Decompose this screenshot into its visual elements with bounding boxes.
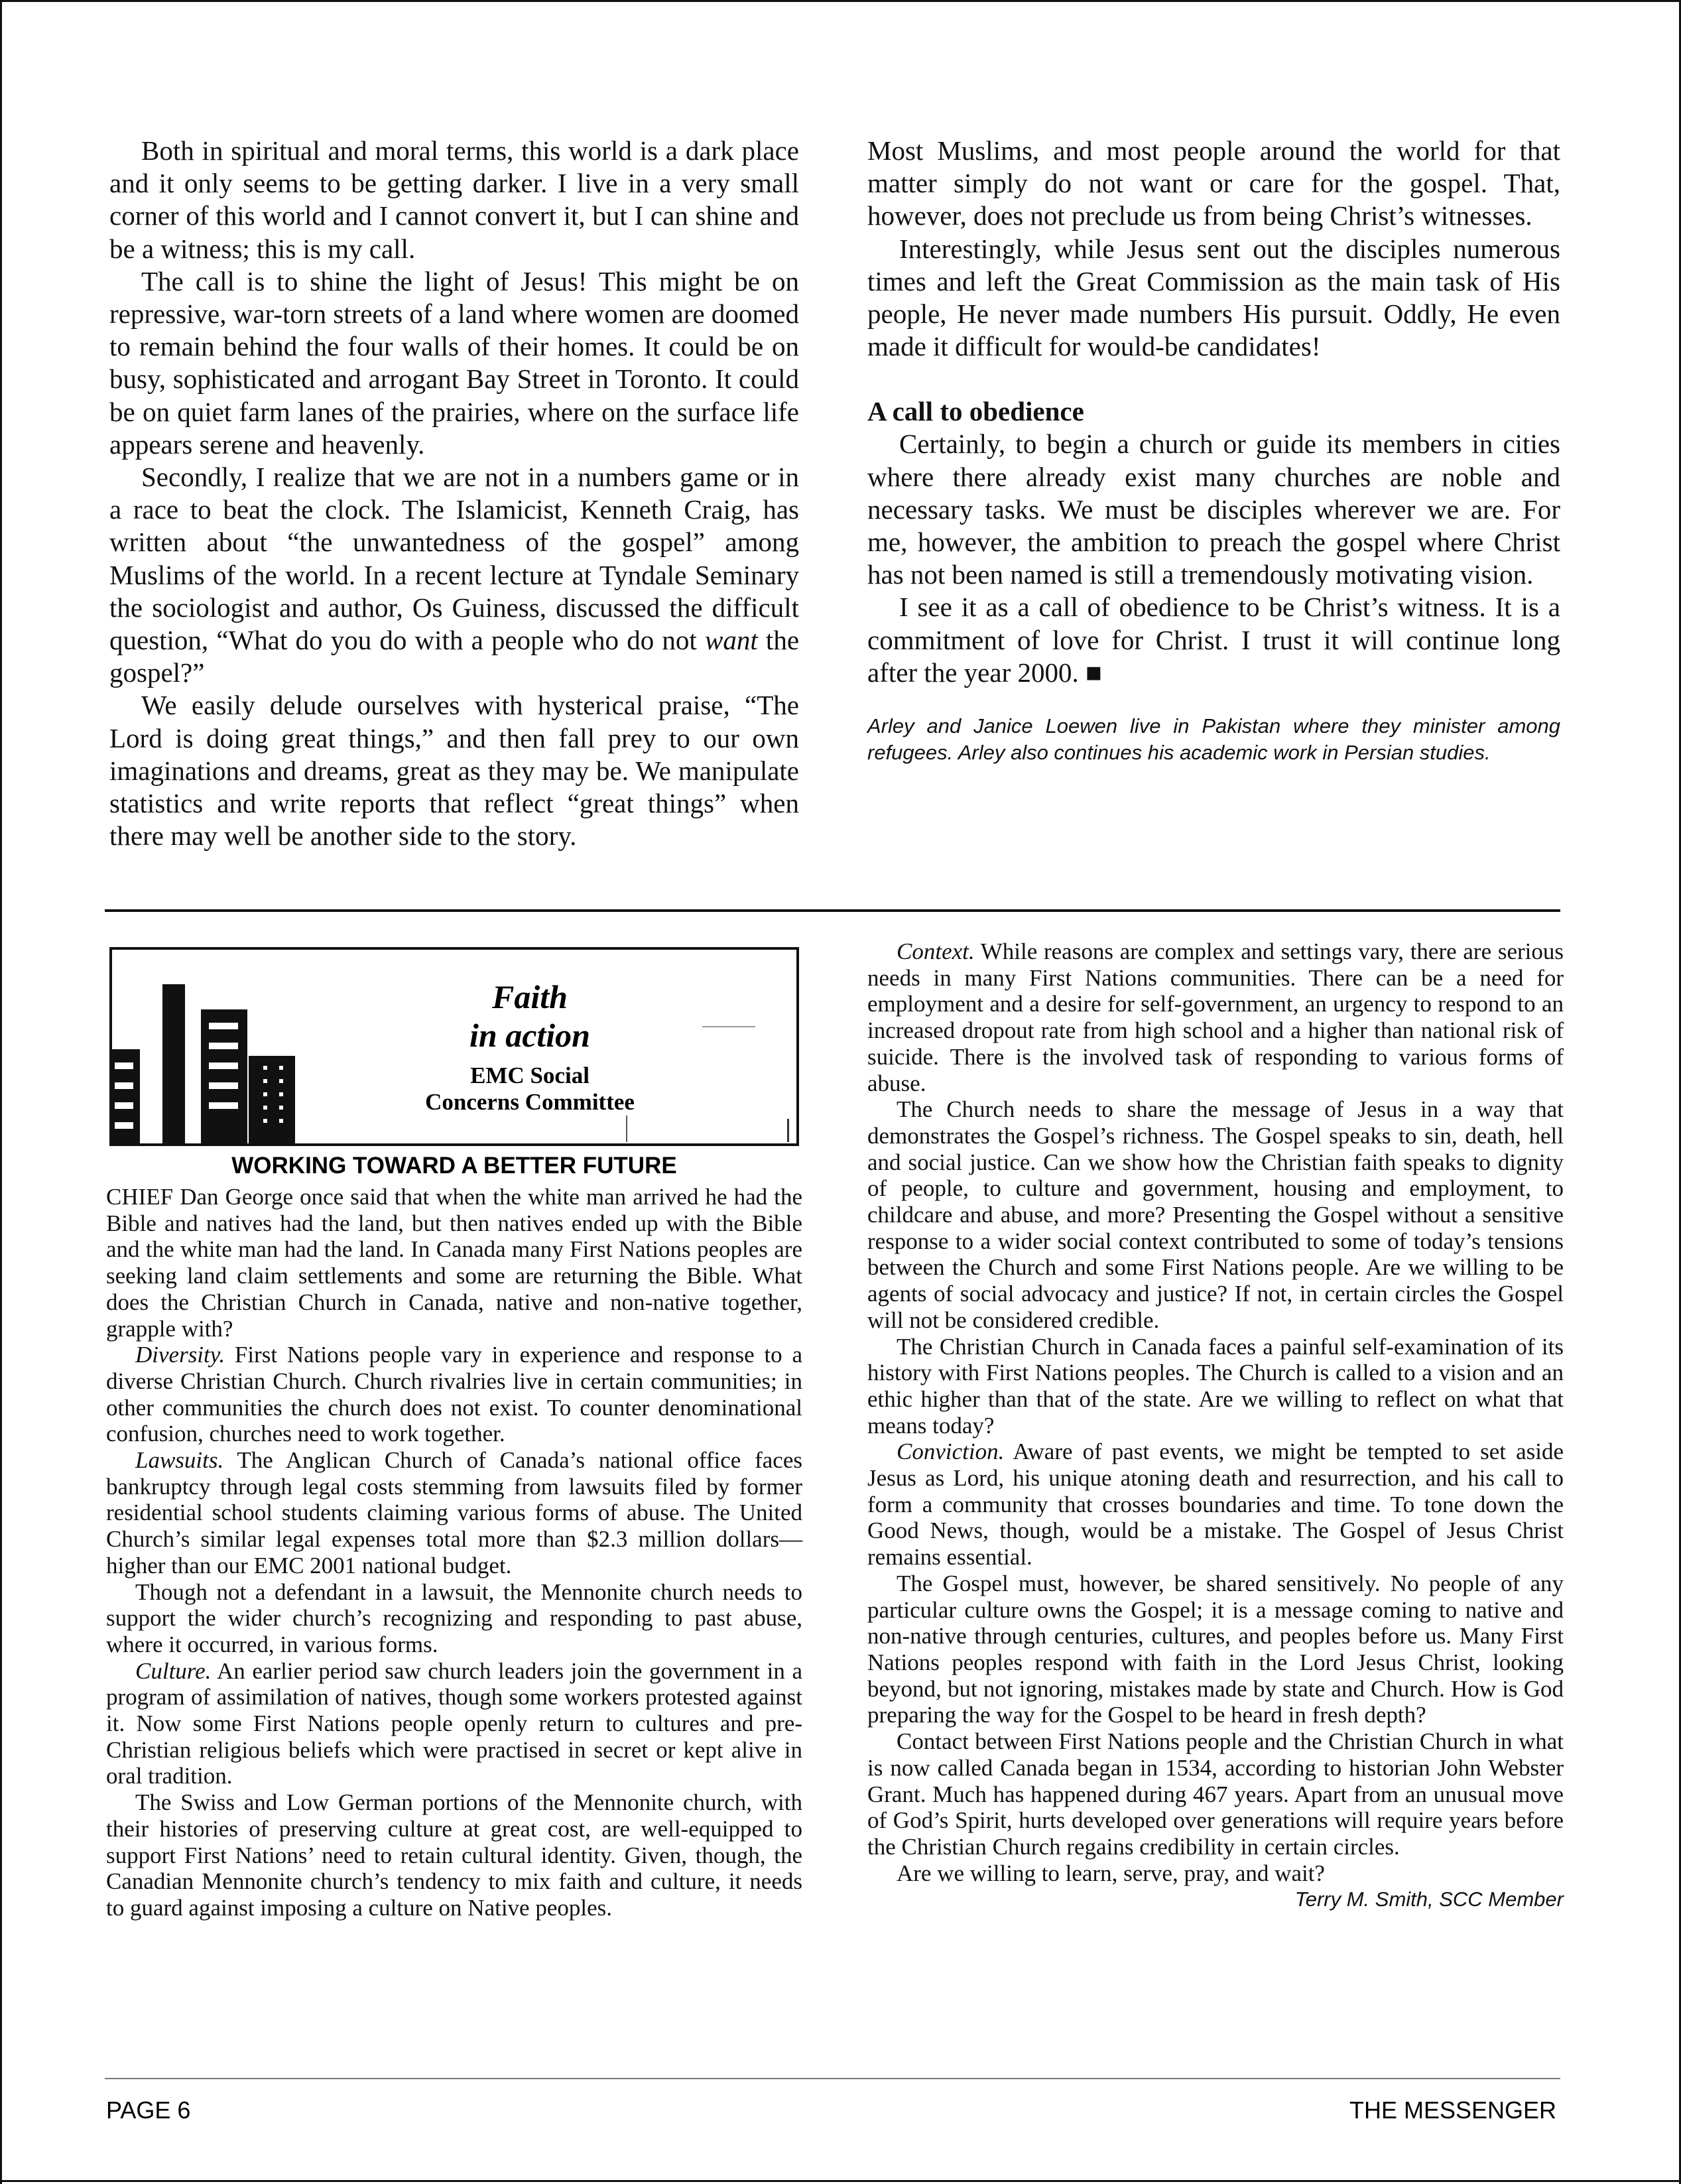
section-heading: WORKING TOWARD A BETTER FUTURE	[231, 1153, 677, 1179]
banner-title-line1: Faith	[492, 978, 568, 1015]
paragraph: CHIEF Dan George once said that when the white man arrived he had the Bible and natives had the land, but then natives ended up with the Bible and the white man had the land. In Canada many First Nations peoples are seeking land claim settlements and some are returning the Bible. What does the Christian Church in Canada, native and non-native together, grapple with?	[106, 1184, 802, 1342]
banner-decor-tick	[626, 1116, 627, 1142]
paragraph-label: Context.	[897, 938, 975, 964]
city-skyline-icon	[109, 950, 308, 1143]
emphasis: want	[705, 625, 758, 656]
article-top-right-column	[867, 135, 1560, 766]
section-divider	[105, 909, 1560, 912]
paragraph-text: Secondly, I realize that we are not in a numbers game or in a race to beat the clock. The Islamicist, Kenneth Craig, has written about “the unwantedness of the gospel” among Muslims of the world. In a recent lecture at Tyndale Seminary the sociologist and author, Os Guiness, discussed the difficult question, “What do you do with a people who do not	[109, 462, 799, 656]
paragraph: Are we willing to learn, serve, pray, and wait?	[897, 1860, 1325, 1886]
paragraph	[106, 1447, 802, 1579]
paragraph: The call is to shine the light of Jesus! This might be on repressive, war-torn streets of a land where women are doomed to remain behind the four walls of their homes. It could be on busy, sophisticated and arrogant Bay Street in Toronto. It could be on quiet farm lanes of the prairies, where on the surface life appears serene and heavenly.	[109, 265, 799, 460]
subheading: A call to obedience	[867, 396, 1084, 427]
footer-publication: THE MESSENGER	[1349, 2096, 1556, 2124]
paragraph: Certainly, to begin a church or guide its members in cities where there already exist many churches are noble and necessary tasks. We must be disciples wherever we are. For me, however, the ambition to preach the gospel where Christ has not been named is still a tremendously motivating vision.	[867, 428, 1560, 590]
paragraph: Contact between First Nations people and the Christian Church in what is now called Canada began in 1534, according to historian John Webster Grant. Much has happened during 467 years. Apart from an unusual move of God’s Spirit, hurts developed over generations will require years before the Christian Church regains credibility in certain circles.	[867, 1728, 1564, 1860]
footer-rule	[105, 2078, 1560, 2079]
signature: Terry M. Smith, SCC Member	[1294, 1888, 1564, 1911]
paragraph-text: First Nations people vary in experience and response to a diverse Christian Church. Church rivalries live in certain communities; in other communities the church does not exist. To counter denominational confusion, churches need to work together.	[106, 1342, 802, 1447]
paragraph: The Gospel must, however, be shared sensitively. No people of any particular culture owns the Gospel; it is a message coming to native and non-native through centuries, cultures, and peoples before us. Many First Nations peoples respond with faith in the Lord Jesus Christ, looking beyond, but not ignoring, mistakes made by state and Church. How is God preparing the way for the Gospel to be heard in fresh depth?	[867, 1570, 1564, 1728]
paragraph-text: the gospel?”	[109, 625, 800, 688]
paragraph: The Church needs to share the message of Jesus in a way that demonstrates the Gospel’s richness. The Gospel speaks to sin, death, hell and social justice. Can we show how the Christian faith speaks to dignity of people, to culture and government, housing and employment, to childcare and abuse, and more? Presenting the Gospel without a sensitive response to a wider social context contributed to some of today’s tensions between the Church and some First Nations people. Are we willing to be agents of social advocacy and justice? If not, in certain circles the Gospel will not be considered credible.	[867, 1096, 1564, 1333]
paragraph: Both in spiritual and moral terms, this world is a dark place and it only seems to be getting darker. I live in a very small corner of this world and I cannot convert it, but I can shine and be a witness; this is my call.	[109, 135, 799, 264]
paragraph: Interestingly, while Jesus sent out the disciples numerous times and left the Great Commission as the main task of His people, He never made numbers His pursuit. Oddly, He even made it difficult for would-be candidates!	[867, 233, 1560, 362]
paragraph-label: Culture.	[135, 1657, 212, 1684]
banner-subtitle-line1: EMC Social	[470, 1062, 590, 1088]
paragraph-text: I see it as a call of obedience to be Christ’s witness. It is a commitment of love for Christ. I trust it will continue long after the year 2000.	[867, 592, 1560, 688]
paragraph-text: While reasons are complex and settings vary, there are serious needs in many First Nations communities. There can be a need for employment and a desire for self-government, an urgency to respond to an increased dropout rate from high school and a higher than national risk of suicide. There is the involved task of responding to various forms of abuse.	[867, 938, 1564, 1096]
paragraph	[106, 1658, 802, 1790]
banner-decor-tick	[787, 1119, 789, 1142]
faith-in-action-banner	[109, 947, 799, 1146]
footer-page-number: PAGE 6	[106, 2096, 191, 2124]
paragraph	[867, 1439, 1564, 1571]
paragraph	[109, 461, 799, 689]
article-top-left-column	[109, 135, 799, 852]
paragraph-label: Diversity.	[135, 1342, 225, 1368]
bottom-border	[2, 2180, 1679, 2182]
article-bottom-left-column	[106, 1184, 802, 1921]
banner-decor-line	[702, 1026, 755, 1027]
paragraph	[106, 1342, 802, 1447]
paragraph: Most Muslims, and most people around the world for that matter simply do not want or care for the gospel. That, however, does not preclude us from being Christ’s witnesses.	[867, 135, 1560, 231]
paragraph: We easily delude ourselves with hysterical praise, “The Lord is doing great things,” and then fall prey to our own imaginations and dreams, great as they may be. We manipulate statistics and write reports that reflect “great things” when there may well be another side to the story.	[109, 690, 799, 852]
paragraph-text: Aware of past events, we might be tempted to set aside Jesus as Lord, his unique atoning death and resurrection, and his call to form a community that crosses boundaries and time. To tone down the Good News, though, would be a mistake. The Gospel of Jesus Christ remains essential.	[867, 1439, 1564, 1571]
paragraph: The Swiss and Low German portions of the Mennonite church, with their histories of preserving culture at great cost, are well-equipped to support First Nations’ need to retain cultural identity. Given, though, the Canadian Mennonite church’s tendency to mix faith and culture, it needs to guard against imposing a culture on Native peoples.	[106, 1789, 802, 1921]
article-bottom-right-column	[867, 938, 1564, 1913]
author-byline: Arley and Janice Loewen live in Pakistan where they minister among refugees. Arley also continues his academic work in Persian studies.	[867, 714, 1560, 765]
banner-text	[397, 978, 662, 1116]
paragraph	[867, 938, 1564, 1096]
end-mark: ■	[1085, 657, 1102, 688]
paragraph-text: The Anglican Church of Canada’s national office faces bankruptcy through legal costs stemming from lawsuits filed by former residential school students claiming various forms of abuse. The United Church’s similar legal expenses total more than $2.3 million dollars—higher than our EMC 2001 national budget.	[106, 1447, 802, 1578]
paragraph-text: An earlier period saw church leaders join the government in a program of assimilation of natives, though some workers protested against it. Now some First Nations people openly return to cultures and pre-Christian religious beliefs which were practised in secret or kept alive in oral tradition.	[106, 1657, 802, 1789]
paragraph-label: Lawsuits.	[135, 1447, 224, 1474]
banner-subtitle-line2: Concerns Committee	[425, 1089, 635, 1115]
paragraph: The Christian Church in Canada faces a painful self-examination of its history with First Nations peoples. The Church is called to a vision and an ethic higher than that of the state. Are we willing to reflect on what that means today?	[867, 1333, 1564, 1439]
paragraph-label: Conviction.	[897, 1439, 1005, 1465]
paragraph	[867, 591, 1560, 689]
banner-title-line2: in action	[469, 1017, 590, 1054]
paragraph: Though not a defendant in a lawsuit, the Mennonite church needs to support the wider church’s recognizing and responding to past abuse, where it occurred, in various forms.	[106, 1578, 802, 1657]
